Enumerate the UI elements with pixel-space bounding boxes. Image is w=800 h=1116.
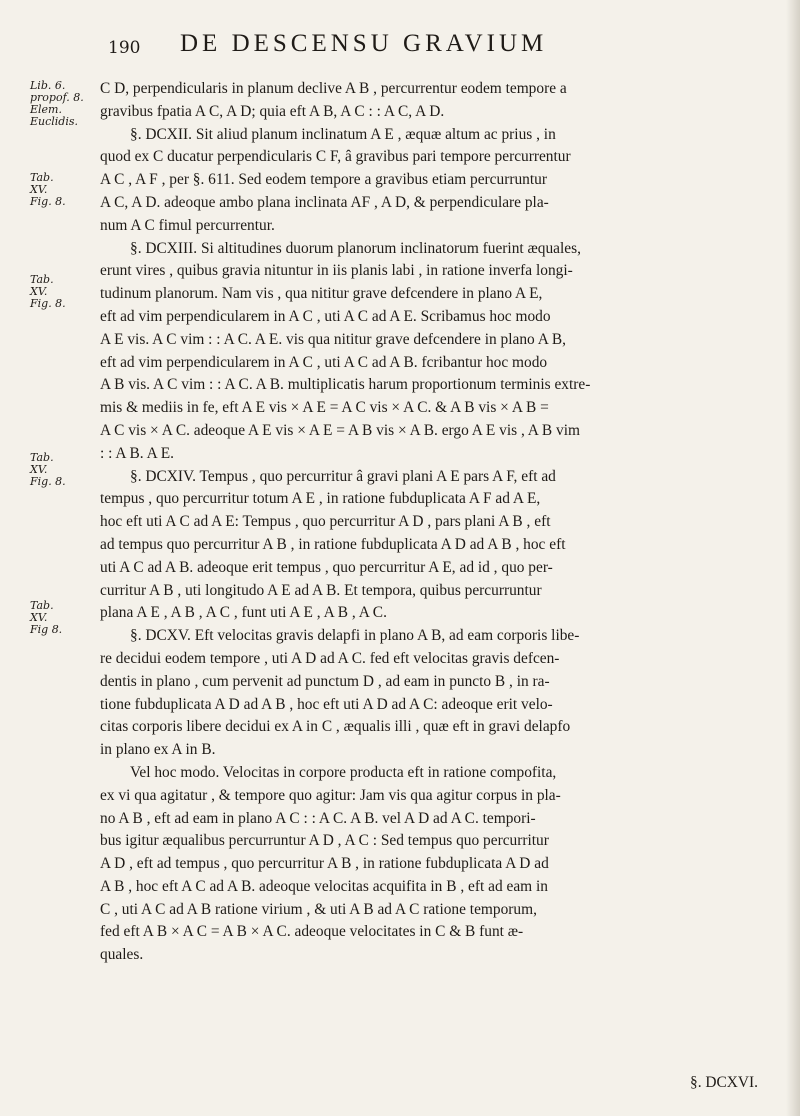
text-line: §. DCXIII. Si altitudines duorum planorum inclinatorum fuerint æquales, xyxy=(130,239,581,257)
text-line: uti A C ad A B. adeoque erit tempus , quo percurritur A E, ad id , quo per- xyxy=(100,558,553,576)
text-line: bus igitur æqualibus percurruntur A D , A C : Sed tempus quo percurritur xyxy=(100,832,549,850)
margin-note xyxy=(30,172,92,208)
text-line: eft ad vim perpendicularem in A C , uti A C ad A E. Scribamus hoc modo xyxy=(100,307,551,325)
text-line: ad tempus quo percurritur A B , in ratione fubduplicata A D ad A B , hoc eft xyxy=(100,535,566,553)
margin-note-line: Fig. 8. xyxy=(30,297,66,310)
margin-note-line: Lib. 6. xyxy=(30,79,66,92)
text-line: mis & mediis in fe, eft A E vis × A E = A C vis × A C. & A B vis × A B = xyxy=(100,399,549,417)
text-line: A C, A D. adeoque ambo plana inclinata AF , A D, & perpendiculare pla- xyxy=(100,193,549,211)
text-line: hoc eft uti A C ad A E: Tempus , quo percurritur A D , pars plani A B , eft xyxy=(100,513,551,531)
paragraph xyxy=(100,762,786,967)
text-line: fed eft A B × A C = A B × A C. adeoque velocitates in C & B funt æ- xyxy=(100,923,524,941)
margin-note-line: XV. xyxy=(30,463,48,476)
text-line: ex vi qua agitatur , & tempore quo agitur: Jam vis qua agitur corpus in pla- xyxy=(100,786,561,804)
body-text xyxy=(100,78,786,967)
text-line: : : A B. A E. xyxy=(100,444,174,462)
text-line: C D, perpendicularis in planum declive A B , percurrentur eodem tempore a xyxy=(100,80,567,97)
margin-note-line: Euclidis. xyxy=(30,115,79,128)
text-line: eft ad vim perpendicularem in A C , uti A C ad A B. fcribantur hoc modo xyxy=(100,353,548,371)
text-line: num A C fimul percurrentur. xyxy=(100,216,275,234)
text-line: A C , A F , per §. 611. Sed eodem tempore a gravibus etiam percurruntur xyxy=(100,171,547,189)
margin-note-line: XV. xyxy=(30,183,48,196)
text-line: Vel hoc modo. Velocitas in corpore producta eft in ratione compofita, xyxy=(130,763,557,781)
margin-note-line: Tab. xyxy=(30,171,54,184)
paragraph xyxy=(100,466,786,626)
paragraph xyxy=(100,78,786,124)
margin-note-line: Tab. xyxy=(30,599,54,612)
margin-note-line: XV. xyxy=(30,285,48,298)
catchword: §. DCXVI. xyxy=(690,1074,758,1091)
text-line: C , uti A C ad A B ratione virium , & uti A B ad A C ratione temporum, xyxy=(100,900,537,918)
page-header xyxy=(108,30,788,66)
margin-note xyxy=(30,274,92,310)
margin-note-line: propof. 8. xyxy=(30,91,84,104)
margin-note-line: Fig. 8. xyxy=(30,475,66,488)
text-line: tudinum planorum. Nam vis , qua nititur grave defcendere in plano A E, xyxy=(100,285,543,303)
margin-note-line: XV. xyxy=(30,611,48,624)
margin-note xyxy=(30,600,92,636)
page-number: 190 xyxy=(108,38,141,58)
text-line: A B vis. A C vim : : A C. A B. multiplicatis harum proportionum terminis extre- xyxy=(100,376,591,394)
text-line: §. DCXIV. Tempus , quo percurritur â gravi plani A E pars A F, eft ad xyxy=(130,467,556,485)
text-line: re decidui eodem tempore , uti A D ad A C. fed eft velocitas gravis defcen- xyxy=(100,649,560,667)
margin-note-line: Elem. xyxy=(30,103,62,116)
text-line: plana A E , A B , A C , funt uti A E , A B , A C. xyxy=(100,604,387,622)
margin-note-line: Tab. xyxy=(30,451,54,464)
text-line: tione fubduplicata A D ad A B , hoc eft uti A D ad A C: adeoque erit velo- xyxy=(100,695,553,713)
text-line: A D , eft ad tempus , quo percurritur A B , in ratione fubduplicata A D ad xyxy=(100,855,549,873)
text-line: quod ex C ducatur perpendicularis C F, â gravibus pari tempore percurrentur xyxy=(100,148,571,166)
running-head: DE DESCENSU GRAVIUM xyxy=(180,30,548,57)
margin-note-line: Fig. 8. xyxy=(30,195,66,208)
text-line: tempus , quo percurritur totum A E , in ratione fubduplicata A F ad A E, xyxy=(100,490,541,508)
text-line: quales. xyxy=(100,946,144,964)
page-edge-shadow xyxy=(786,0,800,1116)
text-line: §. DCXV. Eft velocitas gravis delapfi in plano A B, ad eam corporis libe- xyxy=(130,627,580,645)
text-line: erunt vires , quibus gravia nituntur in iis planis labi , in ratione inverfa longi- xyxy=(100,262,573,280)
text-line: A B , hoc eft A C ad A B. adeoque velocitas acquifita in B , eft ad eam in xyxy=(100,877,548,895)
margin-note-line: Tab. xyxy=(30,273,54,286)
text-line: A C vis × A C. adeoque A E vis × A E = A B vis × A B. ergo A E vis , A B vim xyxy=(100,421,580,439)
text-line: gravibus fpatia A C, A D; quia eft A B, A C : : A C, A D. xyxy=(100,102,445,120)
text-line: §. DCXII. Sit aliud planum inclinatum A E , æquæ altum ac prius , in xyxy=(130,125,556,143)
text-line: A E vis. A C vim : : A C. A E. vis qua nititur grave defcendere in plano A B, xyxy=(100,330,566,348)
margin-note xyxy=(30,452,92,488)
text-line: curritur A B , uti longitudo A E ad A B. Et tempora, quibus percurruntur xyxy=(100,581,542,599)
text-line: citas corporis libere decidui ex A in C , æqualis illi , quæ eft in gravi delapfo xyxy=(100,718,571,736)
text-line: no A B , eft ad eam in plano A C : : A C. A B. vel A D ad A C. tempori- xyxy=(100,809,536,827)
paragraph xyxy=(100,238,786,466)
margin-note-line: Fig 8. xyxy=(30,623,63,636)
paragraph xyxy=(100,124,786,238)
margin-note xyxy=(30,80,92,128)
paragraph xyxy=(100,625,786,762)
text-line: dentis in plano , cum pervenit ad punctum D , ad eam in puncto B , in ra- xyxy=(100,672,550,690)
text-line: in plano ex A in B. xyxy=(100,741,216,759)
